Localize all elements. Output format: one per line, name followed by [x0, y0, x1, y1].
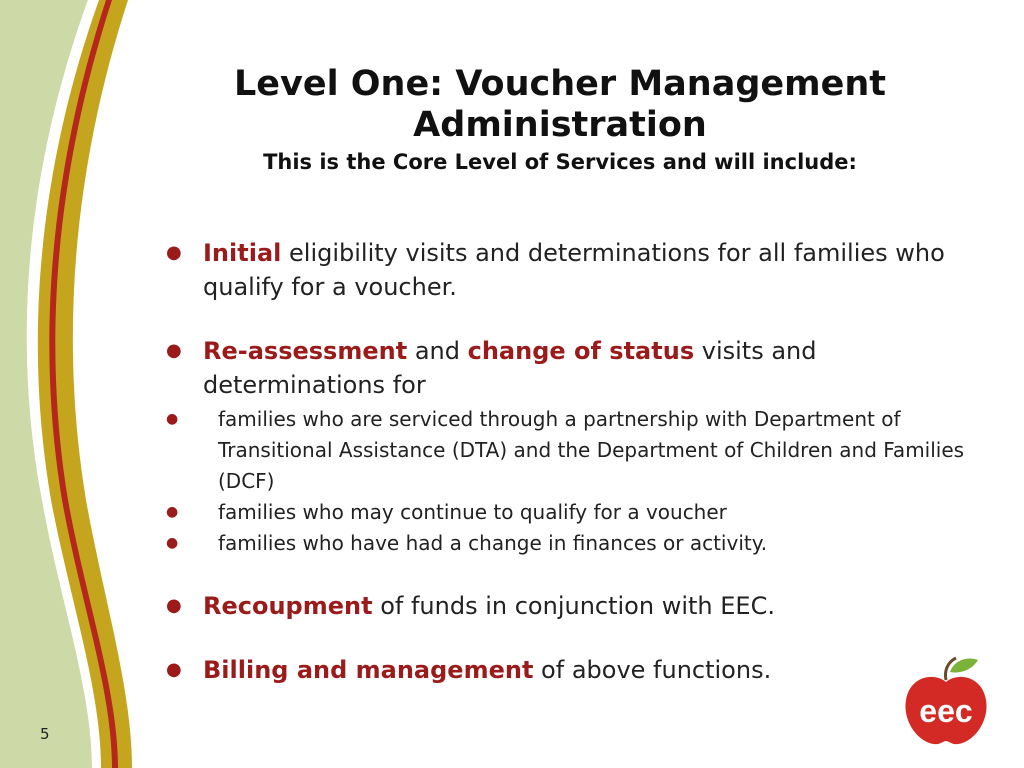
logo-text: eec — [919, 693, 973, 729]
sub-bullet-text: families who are serviced through a partnership with Department of Transitional Assistance (DTA) and the Department of Children and Families (DCF) — [218, 407, 965, 493]
sub-bullet-list — [166, 404, 966, 559]
decorative-side-wave — [0, 0, 140, 768]
bullet-list — [166, 236, 966, 687]
sub-bullet-dot-icon: ● — [166, 411, 179, 427]
bullet-highlight-2: change of status — [467, 337, 695, 365]
bullet-text: eligibility visits and determinations for all families who qualify for a voucher. — [203, 239, 945, 301]
page-number: 5 — [40, 725, 50, 743]
bullet-dot-icon: ● — [166, 659, 182, 680]
bullet-initial — [166, 236, 966, 304]
sub-bullet-item — [166, 497, 966, 528]
bullet-highlight: Billing and management — [203, 656, 534, 684]
sub-bullet-item — [166, 404, 966, 497]
slide-subtitle: This is the Core Level of Services and will include: — [263, 150, 857, 174]
bullet-text: and — [407, 337, 468, 365]
bullet-text: of funds in conjunction with EEC. — [372, 592, 775, 620]
slide-title: Level One: Voucher Management Administration — [234, 64, 886, 145]
bullet-highlight: Recoupment — [203, 592, 373, 620]
bullet-text: visits and determinations for — [203, 337, 817, 399]
bullet-highlight: Initial — [203, 239, 282, 267]
bullet-billing — [166, 653, 966, 687]
bullet-dot-icon: ● — [166, 340, 182, 361]
bullet-recoupment — [166, 589, 966, 623]
eec-apple-logo — [898, 652, 994, 748]
bullet-dot-icon: ● — [166, 242, 182, 263]
sub-bullet-item — [166, 528, 966, 559]
bullet-highlight: Re-assessment — [203, 337, 408, 365]
sub-bullet-text: families who have had a change in finances or activity. — [218, 531, 768, 555]
bullet-text: of above functions. — [533, 656, 772, 684]
sub-bullet-dot-icon: ● — [166, 535, 179, 551]
sub-bullet-text: families who may continue to qualify for a voucher — [218, 500, 727, 524]
bullet-dot-icon: ● — [166, 595, 182, 616]
sub-bullet-dot-icon: ● — [166, 504, 179, 520]
bullet-reassessment — [166, 334, 966, 402]
title-block — [150, 64, 970, 174]
